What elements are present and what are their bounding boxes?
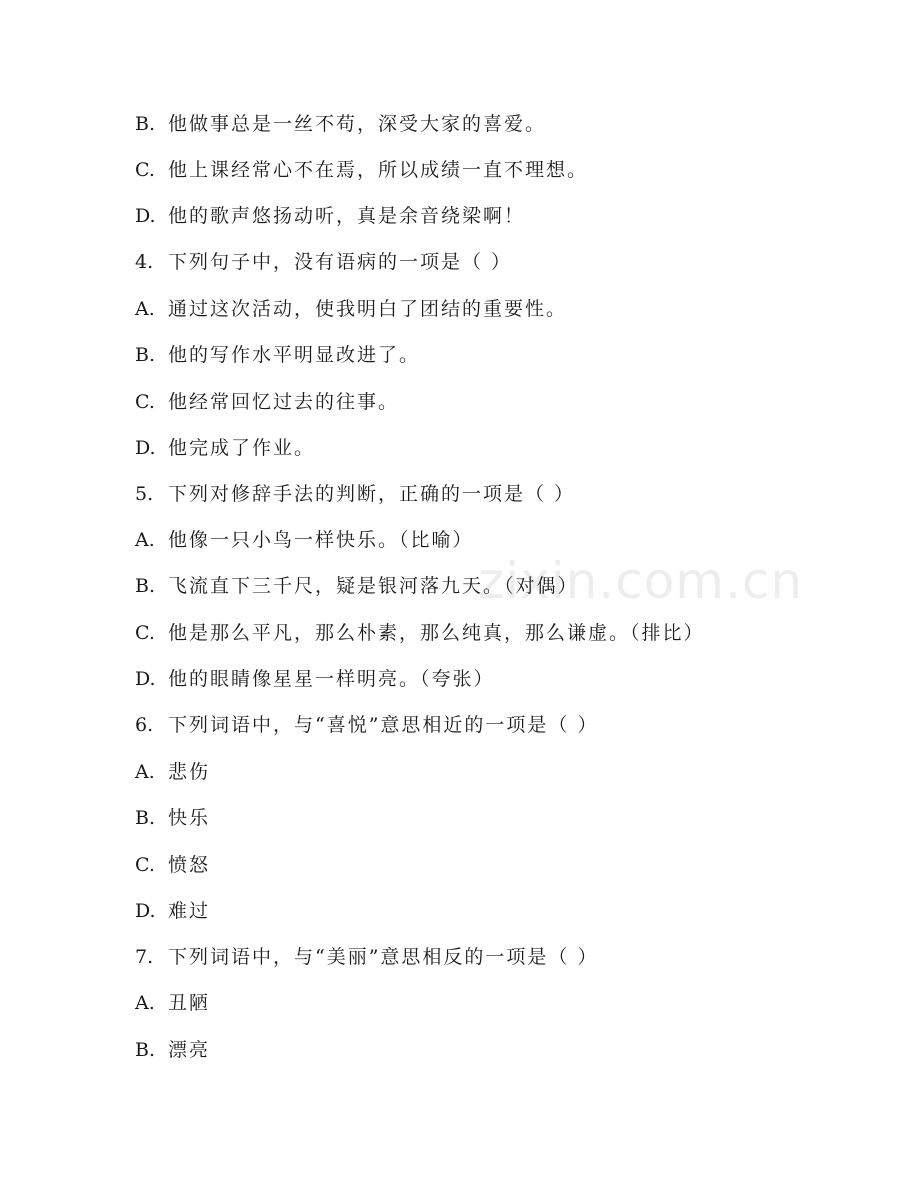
option-line: [135, 806, 210, 830]
question-line: [135, 482, 575, 506]
option-text: 他是那么平凡，那么朴素，那么纯真，那么谦虚。（排比）: [168, 622, 705, 644]
option-text: 他上课经常心不在焉，所以成绩一直不理想。: [168, 159, 589, 181]
question-text: 下列词语中，与“喜悦”意思相近的一项是（ ）: [168, 714, 599, 736]
option-line: [135, 1038, 210, 1062]
question-text: 下列对修辞手法的判断，正确的一项是（ ）: [168, 483, 576, 505]
option-text: 他的写作水平明显改进了。: [168, 344, 421, 366]
option-line: [135, 991, 210, 1015]
option-line: [135, 204, 525, 228]
option-text: 他完成了作业。: [168, 437, 316, 459]
option-line: [135, 158, 588, 182]
option-line: [135, 853, 210, 877]
option-line: [135, 112, 546, 136]
question-line: [135, 250, 512, 274]
option-label: B.: [135, 113, 156, 135]
option-line: [135, 343, 420, 367]
question-text: 下列句子中，没有语病的一项是（ ）: [168, 251, 513, 273]
question-line: [135, 713, 598, 737]
option-label: A.: [135, 992, 155, 1014]
question-number: 7.: [135, 946, 154, 968]
question-number: 4.: [135, 251, 154, 273]
option-line: [135, 528, 474, 552]
watermark: zixin.com.cn: [478, 552, 804, 610]
option-label: B.: [135, 1039, 156, 1061]
option-line: [135, 621, 705, 645]
option-text: 快乐: [168, 807, 211, 829]
option-line: [135, 760, 210, 784]
option-label: D.: [135, 668, 156, 690]
option-line: [135, 436, 315, 460]
option-text: 他经常回忆过去的往事。: [168, 391, 400, 413]
option-text: 难过: [168, 900, 211, 922]
option-label: A.: [135, 761, 155, 783]
option-text: 悲伤: [168, 761, 211, 783]
option-label: A.: [135, 298, 155, 320]
option-text: 通过这次活动，使我明白了团结的重要性。: [168, 298, 568, 320]
option-text: 愤怒: [168, 854, 211, 876]
question-number: 6.: [135, 714, 154, 736]
option-text: 他的歌声悠扬动听，真是余音绕梁啊！: [168, 205, 526, 227]
question-number: 5.: [135, 483, 154, 505]
option-label: C.: [135, 159, 155, 181]
option-label: C.: [135, 622, 155, 644]
option-line: [135, 574, 579, 598]
option-label: B.: [135, 575, 156, 597]
option-text: 他的眼睛像星星一样明亮。（夸张）: [168, 668, 495, 690]
option-line: [135, 390, 399, 414]
option-label: A.: [135, 529, 155, 551]
option-text: 他像一只小鸟一样快乐。（比喻）: [168, 529, 474, 551]
option-text: 飞流直下三千尺，疑是银河落九天。（对偶）: [168, 575, 579, 597]
option-label: C.: [135, 391, 155, 413]
option-label: B.: [135, 807, 156, 829]
option-line: [135, 667, 495, 691]
option-label: B.: [135, 344, 156, 366]
option-label: D.: [135, 437, 156, 459]
option-label: D.: [135, 900, 156, 922]
option-text: 他做事总是一丝不苟，深受大家的喜爱。: [168, 113, 547, 135]
option-line: [135, 297, 567, 321]
option-line: [135, 899, 210, 923]
option-text: 丑陋: [168, 992, 211, 1014]
question-text: 下列词语中，与“美丽”意思相反的一项是（ ）: [168, 946, 599, 968]
option-text: 漂亮: [168, 1039, 211, 1061]
question-line: [135, 945, 598, 969]
option-label: C.: [135, 854, 155, 876]
option-label: D.: [135, 205, 156, 227]
